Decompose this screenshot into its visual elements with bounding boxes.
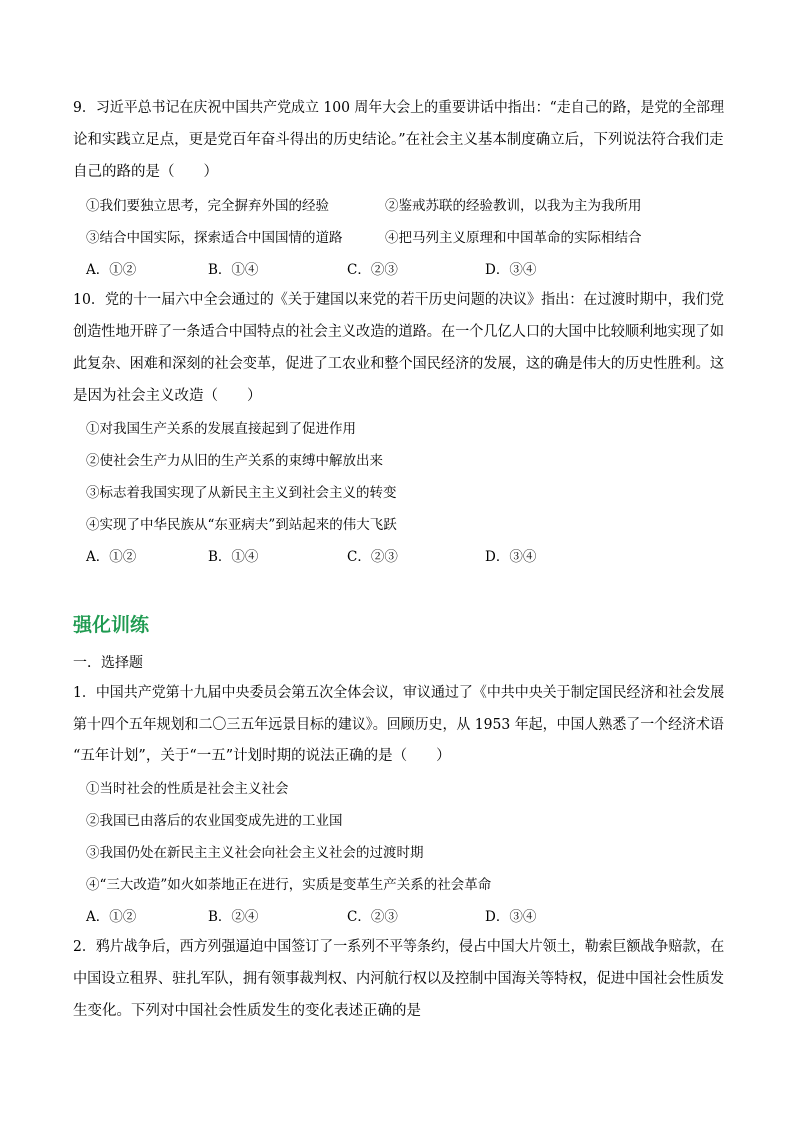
q10-option: ①对我国生产关系的发展直接起到了促进作用 (86, 421, 356, 437)
q10-stem-line: 此复杂、困难和深刻的社会变革，促进了工农业和整个国民经济的发展，这的确是伟大的历史性胜利。这 (73, 356, 724, 372)
s1-answer-c: C．②③ (347, 909, 398, 925)
q10-answer-b: B．①④ (208, 549, 259, 565)
s1-option: ①当时社会的性质是社会主义社会 (86, 781, 289, 797)
q10-option: ②使社会生产力从旧的生产关系的束缚中解放出来 (86, 453, 383, 469)
q10-answer-a: A．①② (86, 549, 137, 565)
q10-answer-c: C．②③ (347, 549, 398, 565)
section-title: 强化训练 (73, 614, 150, 636)
s2-stem-line: 中国设立租界、驻扎军队，拥有领事裁判权、内河航行权以及控制中国海关等特权，促进中国社会性质发 (73, 971, 724, 987)
q9-answer-b: B．①④ (208, 262, 259, 278)
s1-option: ②我国已由落后的农业国变成先进的工业国 (86, 813, 343, 829)
q9-stem-line: 自己的路的是（ ） (73, 164, 218, 180)
s1-stem-line: “五年计划”，关于“一五”计划时期的说法正确的是（ ） (73, 748, 451, 764)
s1-option: ④“三大改造”如火如荼地正在进行，实质是变革生产关系的社会革命 (86, 877, 492, 893)
q9-option: ①我们要独立思考，完全摒弃外国的经验 (86, 198, 329, 214)
q10-option: ③标志着我国实现了从新民主主义到社会主义的转变 (86, 485, 397, 501)
s2-stem-line: 2．鸦片战争后，西方列强逼迫中国签订了一系列不平等条约，侵占中国大片领土，勒索巨额战争赔款，在 (73, 939, 725, 955)
q9-option: ④把马列主义原理和中国革命的实际相结合 (385, 230, 642, 246)
q10-stem-line: 创造性地开辟了一条适合中国特点的社会主义改造的道路。在一个几亿人口的大国中比较顺利地实现了如 (73, 324, 724, 340)
s2-stem-line: 生变化。下列对中国社会性质发生的变化表述正确的是 (73, 1003, 421, 1019)
s1-stem-line: 1．中国共产党第十九届中央委员会第五次全体会议，审议通过了《中共中央关于制定国民经济和社会发展 (73, 685, 725, 701)
s1-answer-b: B．②④ (208, 909, 259, 925)
q9-stem-line: 9．习近平总书记在庆祝中国共产党成立 100 周年大会上的重要讲话中指出：“走自己的路，是党的全部理 (73, 100, 725, 116)
s1-answer-d: D．③④ (485, 909, 537, 925)
s1-stem-line: 第十四个五年规划和二〇三五年远景目标的建议》。回顾历史，从 1953 年起，中国人熟悉了一个经济术语 (73, 717, 724, 733)
s1-option: ③我国仍处在新民主主义社会向社会主义社会的过渡时期 (86, 845, 424, 861)
section-subtitle: 一．选择题 (73, 655, 143, 671)
q9-option: ②鉴戒苏联的经验教训，以我为主为我所用 (385, 198, 642, 214)
q10-stem-line: 10．党的十一届六中全会通过的《关于建国以来党的若干历史问题的决议》指出：在过渡时期中，我们党 (73, 292, 724, 308)
q9-answer-d: D．③④ (485, 262, 537, 278)
q10-stem-line: 是因为社会主义改造（ ） (73, 388, 262, 404)
s1-answer-a: A．①② (86, 909, 137, 925)
q9-answer-a: A．①② (86, 262, 137, 278)
q10-option: ④实现了中华民族从“东亚病夫”到站起来的伟大飞跃 (86, 517, 397, 533)
q9-stem-line: 论和实践立足点，更是党百年奋斗得出的历史结论。”在社会主义基本制度确立后，下列说法符合我们走 (73, 132, 724, 148)
q9-answer-c: C．②③ (347, 262, 398, 278)
q9-option: ③结合中国实际，探索适合中国国情的道路 (86, 230, 343, 246)
q10-answer-d: D．③④ (485, 549, 537, 565)
